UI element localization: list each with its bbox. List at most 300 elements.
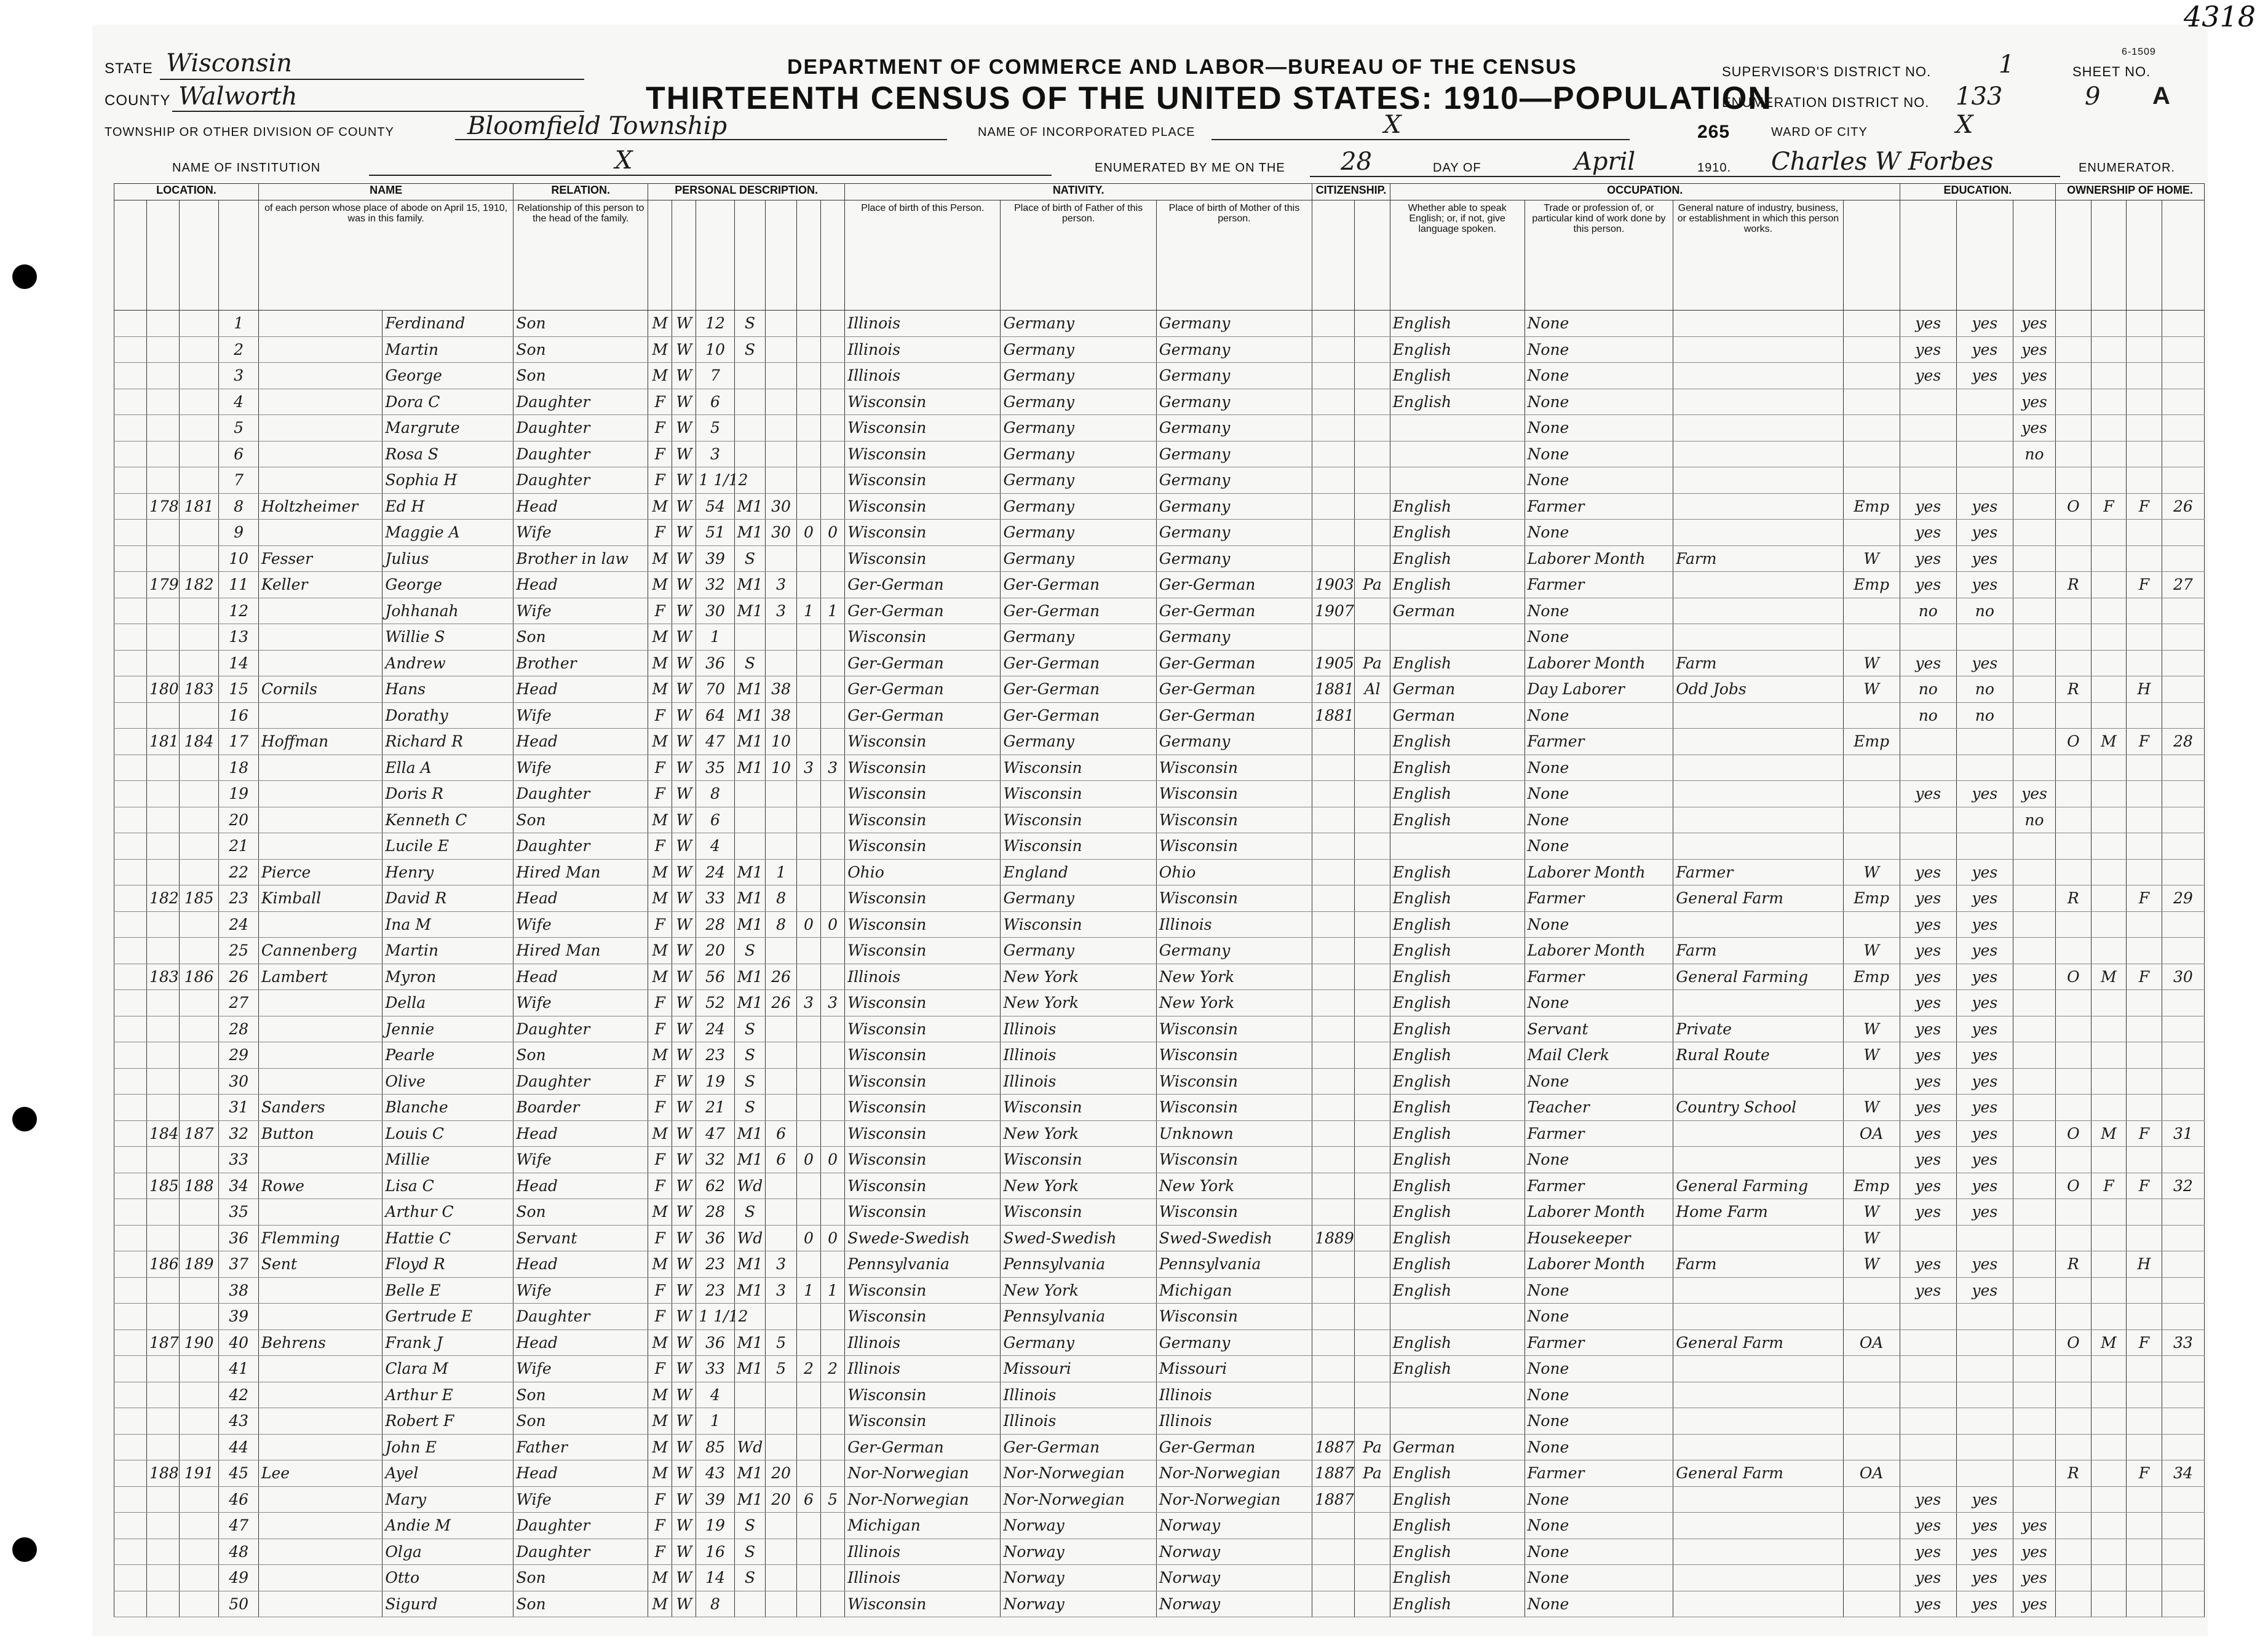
cell-emp	[1843, 520, 1900, 546]
cell-sur: Cannenberg	[258, 938, 382, 964]
cell-fam	[179, 1042, 218, 1069]
binder-hole	[12, 1537, 37, 1562]
cell-yrs	[766, 441, 797, 467]
cell-farm	[2127, 1434, 2162, 1460]
cell-race: W	[672, 1329, 696, 1356]
cell-farm: F	[2127, 1173, 2162, 1199]
cell-age: 20	[696, 938, 734, 964]
group-location: LOCATION.	[114, 184, 259, 200]
cell-farm	[2127, 624, 2162, 651]
cell-bf: Germany	[1001, 624, 1156, 651]
cell-fam	[179, 389, 218, 415]
cell-rel: Son	[513, 311, 648, 337]
cell-age: 23	[696, 1251, 734, 1278]
cell-fam	[179, 1016, 218, 1042]
cell-age: 1 1/12	[696, 1304, 734, 1330]
cell-emp	[1843, 807, 1900, 833]
cell-fam: 181	[179, 493, 218, 520]
cell-imm	[1312, 781, 1355, 807]
cell-sched	[2162, 467, 2204, 494]
cell-yrs: 20	[766, 1460, 797, 1487]
cell-nat	[1355, 1120, 1390, 1147]
cell-dw	[146, 1304, 179, 1330]
cell-sched	[2162, 389, 2204, 415]
cell-school: yes	[2013, 389, 2055, 415]
cell-school	[2013, 885, 2055, 912]
cell-school	[2013, 1486, 2055, 1513]
state-value: Wisconsin	[166, 49, 293, 77]
cell-yrs: 8	[766, 885, 797, 912]
cell-school	[2013, 1408, 2055, 1435]
cell-nat	[1355, 702, 1390, 729]
cell-sex: F	[648, 1277, 672, 1304]
cell-farm	[2127, 1382, 2162, 1408]
cell-ind	[1673, 598, 1843, 624]
line-number: 18	[219, 755, 259, 781]
cell-ms	[734, 441, 766, 467]
cell-bp: Wisconsin	[845, 1016, 1001, 1042]
cell-race: W	[672, 1251, 696, 1278]
line-number: 12	[219, 598, 259, 624]
cell-ch1	[796, 1120, 820, 1147]
cell-mort: F	[2091, 1173, 2127, 1199]
cell-sched	[2162, 1356, 2204, 1382]
cell-sur	[258, 1486, 382, 1513]
cell-sur: Holtzheimer	[258, 493, 382, 520]
enumerated-label: ENUMERATED BY ME ON THE	[1095, 161, 1285, 175]
cell-rel: Father	[513, 1434, 648, 1460]
cell-emp	[1843, 990, 1900, 1016]
cell-own	[2056, 598, 2092, 624]
cell-race: W	[672, 1225, 696, 1251]
cell-read: yes	[1900, 311, 1956, 337]
line-number: 42	[219, 1382, 259, 1408]
cell-given: Ayel	[383, 1460, 513, 1487]
cell-sur	[258, 1042, 382, 1069]
cell-given: Gertrude E	[383, 1304, 513, 1330]
cell-own: R	[2056, 1251, 2092, 1278]
cell-race: W	[672, 441, 696, 467]
cell-lang: English	[1390, 885, 1525, 912]
cell-farm	[2127, 650, 2162, 676]
cell-ms	[734, 1591, 766, 1617]
cell-lang: German	[1390, 702, 1525, 729]
cell-bm: Ger-German	[1156, 572, 1312, 598]
cell-ind: General Farm	[1673, 1329, 1843, 1356]
cell-sched	[2162, 859, 2204, 885]
cell-sex: F	[648, 1539, 672, 1565]
cell-age: 6	[696, 807, 734, 833]
cell-bp: Wisconsin	[845, 1120, 1001, 1147]
cell-bm: Germany	[1156, 493, 1312, 520]
cell-sur	[258, 389, 382, 415]
cell-emp: OA	[1843, 1329, 1900, 1356]
cell-bf: Norway	[1001, 1539, 1156, 1565]
cell-mort	[2091, 1225, 2127, 1251]
cell-own	[2056, 990, 2092, 1016]
stamp-number: 4318	[2183, 0, 2256, 33]
cell-trade: None	[1525, 1434, 1673, 1460]
cell-mort	[2091, 363, 2127, 389]
table-row	[114, 1539, 2205, 1565]
cell-bf: Germany	[1001, 520, 1156, 546]
cell-imm	[1312, 363, 1355, 389]
table-row	[114, 1199, 2205, 1226]
census-rows	[114, 311, 2205, 1617]
cell-school: yes	[2013, 781, 2055, 807]
cell-dw: 183	[146, 964, 179, 990]
cell-rel: Wife	[513, 990, 648, 1016]
street-cell	[114, 311, 147, 337]
cell-age: 7	[696, 363, 734, 389]
cell-age: 14	[696, 1565, 734, 1591]
cell-ch1: 3	[796, 755, 820, 781]
cell-yrs: 3	[766, 598, 797, 624]
cell-read: yes	[1900, 781, 1956, 807]
cell-ch2	[821, 1329, 845, 1356]
cell-farm	[2127, 1016, 2162, 1042]
cell-own	[2056, 1408, 2092, 1435]
cell-bp: Wisconsin	[845, 1173, 1001, 1199]
cell-rel: Wife	[513, 598, 648, 624]
cell-rel: Daughter	[513, 467, 648, 494]
street-cell	[114, 1147, 147, 1173]
cell-race: W	[672, 859, 696, 885]
cell-bf: Nor-Norwegian	[1001, 1486, 1156, 1513]
cell-imm	[1312, 729, 1355, 755]
cell-ms: M1	[734, 885, 766, 912]
cell-yrs: 30	[766, 520, 797, 546]
cell-sched: 26	[2162, 493, 2204, 520]
line-number: 30	[219, 1068, 259, 1095]
cell-sur	[258, 833, 382, 860]
cell-rel: Son	[513, 624, 648, 651]
cell-yrs: 3	[766, 1251, 797, 1278]
cell-dw	[146, 938, 179, 964]
street-cell	[114, 572, 147, 598]
cell-bm: Germany	[1156, 311, 1312, 337]
cell-lang: English	[1390, 1486, 1525, 1513]
cell-bp: Wisconsin	[845, 833, 1001, 860]
street-cell	[114, 1016, 147, 1042]
cell-age: 1	[696, 1408, 734, 1435]
cell-given: Ella A	[383, 755, 513, 781]
cell-ms: M1	[734, 493, 766, 520]
cell-age: 4	[696, 1382, 734, 1408]
cell-school	[2013, 1460, 2055, 1487]
line-number: 24	[219, 911, 259, 938]
table-row	[114, 833, 2205, 860]
cell-ch1: 0	[796, 520, 820, 546]
cell-race: W	[672, 781, 696, 807]
table-row	[114, 415, 2205, 442]
cell-fam	[179, 1095, 218, 1121]
cell-read	[1900, 1408, 1956, 1435]
cell-ind	[1673, 1356, 1843, 1382]
cell-lang: English	[1390, 311, 1525, 337]
cell-ch2	[821, 1434, 845, 1460]
cell-given: Julius	[383, 545, 513, 572]
cell-school	[2013, 911, 2055, 938]
cell-read	[1900, 1382, 1956, 1408]
group-name: NAME	[258, 184, 513, 200]
cell-bf: Illinois	[1001, 1016, 1156, 1042]
cell-read: yes	[1900, 1591, 1956, 1617]
cell-race: W	[672, 336, 696, 363]
cell-bm: Unknown	[1156, 1120, 1312, 1147]
line-number: 10	[219, 545, 259, 572]
cell-read: yes	[1900, 1120, 1956, 1147]
cell-ch1	[796, 1199, 820, 1226]
cell-given: Arthur E	[383, 1382, 513, 1408]
cell-given: Andie M	[383, 1513, 513, 1539]
table-row	[114, 990, 2205, 1016]
cell-rel: Head	[513, 676, 648, 703]
cell-race: W	[672, 885, 696, 912]
cell-lang	[1390, 415, 1525, 442]
cell-yrs	[766, 1199, 797, 1226]
cell-given: Clara M	[383, 1356, 513, 1382]
cell-mort	[2091, 911, 2127, 938]
cell-sur: Kimball	[258, 885, 382, 912]
cell-write: yes	[1956, 1120, 2013, 1147]
cell-fam	[179, 441, 218, 467]
line-number: 35	[219, 1199, 259, 1226]
cell-school	[2013, 598, 2055, 624]
cell-age: 16	[696, 1539, 734, 1565]
cell-sex: M	[648, 1042, 672, 1069]
cell-ch2: 3	[821, 990, 845, 1016]
cell-sur	[258, 650, 382, 676]
cell-mort	[2091, 1408, 2127, 1435]
cell-bm: Ger-German	[1156, 598, 1312, 624]
cell-rel: Wife	[513, 1277, 648, 1304]
cell-trade: Teacher	[1525, 1095, 1673, 1121]
cell-sched	[2162, 1225, 2204, 1251]
cell-bf: Germany	[1001, 363, 1156, 389]
place-value: X	[1384, 111, 1402, 139]
supervisor-label: SUPERVISOR'S DISTRICT NO.	[1722, 64, 1932, 79]
line-number: 15	[219, 676, 259, 703]
cell-bm: Ger-German	[1156, 1434, 1312, 1460]
cell-given: Ferdinand	[383, 311, 513, 337]
cell-school	[2013, 1199, 2055, 1226]
cell-ch1	[796, 1042, 820, 1069]
cell-ind	[1673, 729, 1843, 755]
cell-fam	[179, 1513, 218, 1539]
cell-rel: Son	[513, 807, 648, 833]
cell-ch2: 5	[821, 1486, 845, 1513]
cell-bf: Norway	[1001, 1513, 1156, 1539]
cell-ind	[1673, 520, 1843, 546]
cell-trade: None	[1525, 702, 1673, 729]
cell-age: 1	[696, 624, 734, 651]
cell-bm: Norway	[1156, 1591, 1312, 1617]
cell-nat	[1355, 1147, 1390, 1173]
cell-bm: Wisconsin	[1156, 1068, 1312, 1095]
cell-sex: F	[648, 1173, 672, 1199]
cell-lang	[1390, 1408, 1525, 1435]
cell-nat	[1355, 1591, 1390, 1617]
line-number: 48	[219, 1539, 259, 1565]
cell-read: yes	[1900, 885, 1956, 912]
cell-ind: Farm	[1673, 545, 1843, 572]
supervisor-value: 1	[1999, 50, 2015, 79]
cell-write: yes	[1956, 1513, 2013, 1539]
cell-race: W	[672, 1199, 696, 1226]
cell-bf: Illinois	[1001, 1068, 1156, 1095]
cell-bf: Germany	[1001, 545, 1156, 572]
cell-school: yes	[2013, 1539, 2055, 1565]
cell-sched	[2162, 833, 2204, 860]
cell-ch2	[821, 1591, 845, 1617]
cell-imm: 1887	[1312, 1434, 1355, 1460]
cell-bf: Wisconsin	[1001, 833, 1156, 860]
cell-rel: Head	[513, 1460, 648, 1487]
cell-bf: Germany	[1001, 1329, 1156, 1356]
cell-race: W	[672, 415, 696, 442]
cell-school	[2013, 1434, 2055, 1460]
cell-school	[2013, 1173, 2055, 1199]
cell-race: W	[672, 624, 696, 651]
cell-yrs	[766, 336, 797, 363]
cell-trade: None	[1525, 1277, 1673, 1304]
cell-race: W	[672, 702, 696, 729]
cell-ms	[734, 1408, 766, 1435]
cell-given: Kenneth C	[383, 807, 513, 833]
cell-bf: Wisconsin	[1001, 1199, 1156, 1226]
cell-ch1	[796, 1304, 820, 1330]
cell-ind	[1673, 911, 1843, 938]
department-heading: DEPARTMENT OF COMMERCE AND LABOR—BUREAU OF THE CENSUS	[787, 55, 1577, 79]
cell-imm	[1312, 1068, 1355, 1095]
table-row	[114, 1591, 2205, 1617]
table-row	[114, 520, 2205, 546]
cell-fam: 182	[179, 572, 218, 598]
cell-sched	[2162, 441, 2204, 467]
cell-sex: F	[648, 781, 672, 807]
cell-bp: Ger-German	[845, 1434, 1001, 1460]
cell-sched: 28	[2162, 729, 2204, 755]
cell-ind	[1673, 1434, 1843, 1460]
line-number: 25	[219, 938, 259, 964]
cell-emp: W	[1843, 1251, 1900, 1278]
cell-rel: Wife	[513, 755, 648, 781]
cell-read: yes	[1900, 545, 1956, 572]
cell-bm: Missouri	[1156, 1356, 1312, 1382]
cell-sex: F	[648, 1068, 672, 1095]
cell-fam	[179, 807, 218, 833]
trade-header: Trade or profession of, or particular kind of work done by this person.	[1525, 200, 1673, 311]
cell-read: no	[1900, 676, 1956, 703]
census-title: THIRTEENTH CENSUS OF THE UNITED STATES: 1910—POPULATION	[646, 81, 1772, 116]
cell-bp: Pennsylvania	[845, 1251, 1001, 1278]
cell-yrs: 38	[766, 676, 797, 703]
cell-farm: H	[2127, 1251, 2162, 1278]
cell-given: Martin	[383, 336, 513, 363]
cell-dw: 178	[146, 493, 179, 520]
cell-ch1	[796, 1251, 820, 1278]
line-number: 45	[219, 1460, 259, 1487]
cell-bp: Illinois	[845, 1356, 1001, 1382]
cell-sex: M	[648, 1120, 672, 1147]
cell-read: yes	[1900, 1513, 1956, 1539]
cell-emp	[1843, 1434, 1900, 1460]
cell-ms: S	[734, 1016, 766, 1042]
cell-given: Frank J	[383, 1329, 513, 1356]
cell-imm	[1312, 911, 1355, 938]
cell-age: 64	[696, 702, 734, 729]
line-number: 7	[219, 467, 259, 494]
cell-bp: Illinois	[845, 363, 1001, 389]
cell-nat	[1355, 729, 1390, 755]
cell-mort	[2091, 1016, 2127, 1042]
cell-sex: M	[648, 729, 672, 755]
cell-bm: Wisconsin	[1156, 1095, 1312, 1121]
cell-ind	[1673, 441, 1843, 467]
cell-age: 62	[696, 1173, 734, 1199]
cell-emp	[1843, 1408, 1900, 1435]
cell-age: 35	[696, 755, 734, 781]
cell-ms: S	[734, 545, 766, 572]
cell-bp: Illinois	[845, 311, 1001, 337]
cell-ind: Country School	[1673, 1095, 1843, 1121]
cell-ch1	[796, 311, 820, 337]
line-number: 11	[219, 572, 259, 598]
line-number: 38	[219, 1277, 259, 1304]
cell-given: Dorathy	[383, 702, 513, 729]
cell-given: Rosa S	[383, 441, 513, 467]
cell-dw	[146, 1042, 179, 1069]
table-row	[114, 1120, 2205, 1147]
cell-school	[2013, 1304, 2055, 1330]
cell-lang: English	[1390, 1147, 1525, 1173]
cell-sur: Behrens	[258, 1329, 382, 1356]
cell-read: yes	[1900, 1539, 1956, 1565]
table-row	[114, 467, 2205, 494]
cell-read: yes	[1900, 1486, 1956, 1513]
cell-sched	[2162, 363, 2204, 389]
cell-bp: Wisconsin	[845, 1304, 1001, 1330]
cell-yrs: 30	[766, 493, 797, 520]
table-row	[114, 1173, 2205, 1199]
cell-bp: Illinois	[845, 1329, 1001, 1356]
cell-emp: W	[1843, 1199, 1900, 1226]
cell-given: Millie	[383, 1147, 513, 1173]
cell-sex: M	[648, 1199, 672, 1226]
cell-yrs	[766, 1434, 797, 1460]
cell-sex: F	[648, 415, 672, 442]
cell-given: Otto	[383, 1565, 513, 1591]
cell-trade: None	[1525, 311, 1673, 337]
line-number: 31	[219, 1095, 259, 1121]
cell-sur: Sent	[258, 1251, 382, 1278]
cell-nat	[1355, 781, 1390, 807]
cell-sur	[258, 1068, 382, 1095]
cell-dw	[146, 415, 179, 442]
cell-sex: F	[648, 441, 672, 467]
street-cell	[114, 1095, 147, 1121]
cell-own	[2056, 1147, 2092, 1173]
cell-own: O	[2056, 964, 2092, 990]
cell-sched: 27	[2162, 572, 2204, 598]
cell-dw	[146, 545, 179, 572]
year-label: 1910.	[1697, 161, 1732, 175]
cell-given: Louis C	[383, 1120, 513, 1147]
cell-ch2: 3	[821, 755, 845, 781]
line-number: 34	[219, 1173, 259, 1199]
enumeration-value: 133	[1956, 82, 2003, 111]
